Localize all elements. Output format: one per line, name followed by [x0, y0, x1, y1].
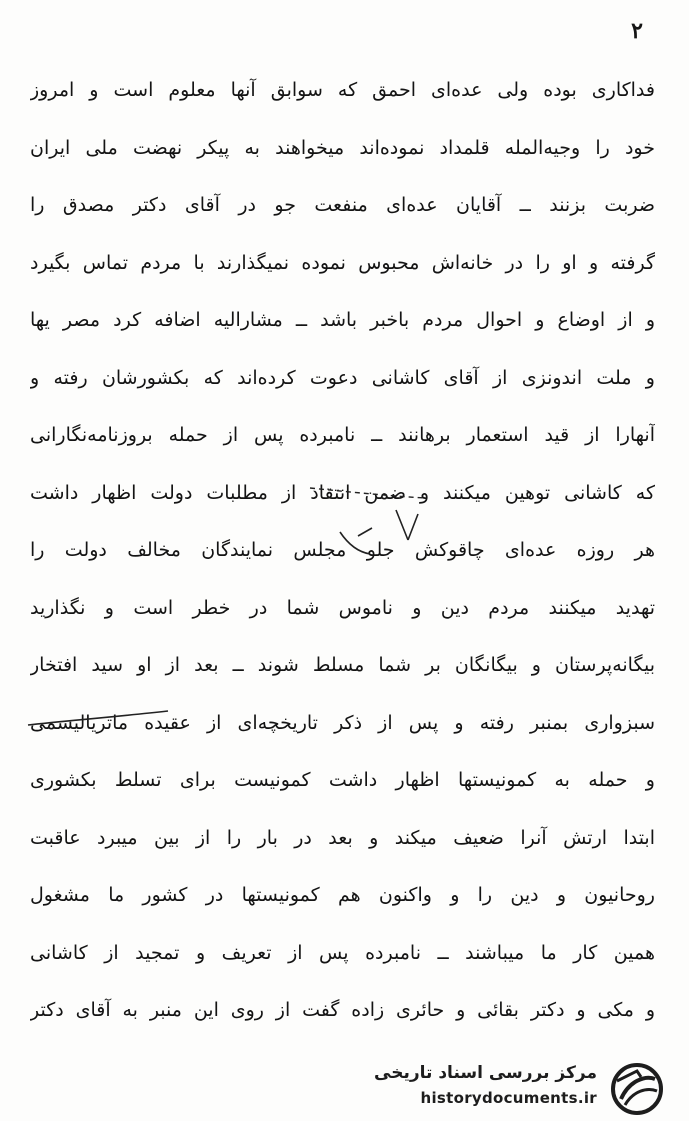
text-line: و حمله به کمونیستها اظهار داشت کمونیست برای تسلط بکشوری — [30, 769, 655, 791]
text-line: خود را وجیه‌المله قلمداد نموده‌اند میخواهند به پیکر نهضت ملی ایران — [30, 136, 655, 159]
text-line: فداکاری بوده ولی عده‌ای احمق که سوابق آنها معلوم است و امروز — [30, 79, 655, 101]
text-line: روحانیون و دین را و واکنون هم کمونیستها در کشور ما مشغول — [30, 884, 655, 906]
text-line: ضربت بزنند ــ آقایان عده‌ای منفعت جو در آقای دکتر مصدق را — [30, 194, 655, 216]
text-line: بیگانه‌پرستان و بیگانگان بر شما مسلط شوند ــ بعد از او سید افتخار — [30, 654, 655, 676]
text-line: سبزواری بمنبر رفته و پس از ذکر تاریخچه‌ای از عقیده ماتریالیسمی — [30, 711, 655, 734]
text-line: همین کار ما میباشند ــ نامبرده پس از تعریف و تمجید از کاشانی — [30, 941, 655, 964]
archive-seal-icon — [607, 1061, 667, 1117]
text-line: و از اوضاع و احوال مردم باخبر باشد ــ مشارالیه اضافه کرد مصر یها — [30, 309, 655, 331]
text-line: و ملت اندونزی از آقای کاشانی دعوت کرده‌اند که بکشورشان رفته و — [30, 366, 655, 389]
document-body — [30, 62, 655, 1040]
text-line: آنهارا از قید استعمار برهانند ــ نامبرده پس از حمله بروزنامه‌نگارانی — [30, 424, 655, 446]
text-line: و مکی و دکتر بقائی و حائری زاده گفت از روی این منبر به آقای دکتر — [30, 999, 655, 1021]
watermark — [374, 1061, 681, 1117]
watermark-site: historydocuments.ir — [420, 1089, 597, 1107]
watermark-title: مرکز بررسی اسناد تاریخی — [374, 1063, 597, 1083]
text-line: گرفته و او را در خانه‌اش محبوس نموده نمیگذارند با مردم تماس بگیرد — [30, 251, 655, 274]
text-line: تهدید میکنند مردم دین و ناموس شما در خطر است و نگذارید — [30, 596, 655, 619]
text-line: که کاشانی توهین میکنند و ضمن انتقاد از مطلبات دولت اظهار داشت — [30, 481, 655, 504]
text-line: ابتدا ارتش آنرا ضعیف میکند و بعد در بار را از بین میبرد عاقبت — [30, 826, 655, 849]
page-number: ۲ — [631, 18, 643, 44]
text-line: هر روزه عده‌ای چاقوکش جلو مجلس نمایندگان مخالف دولت را — [30, 539, 655, 561]
